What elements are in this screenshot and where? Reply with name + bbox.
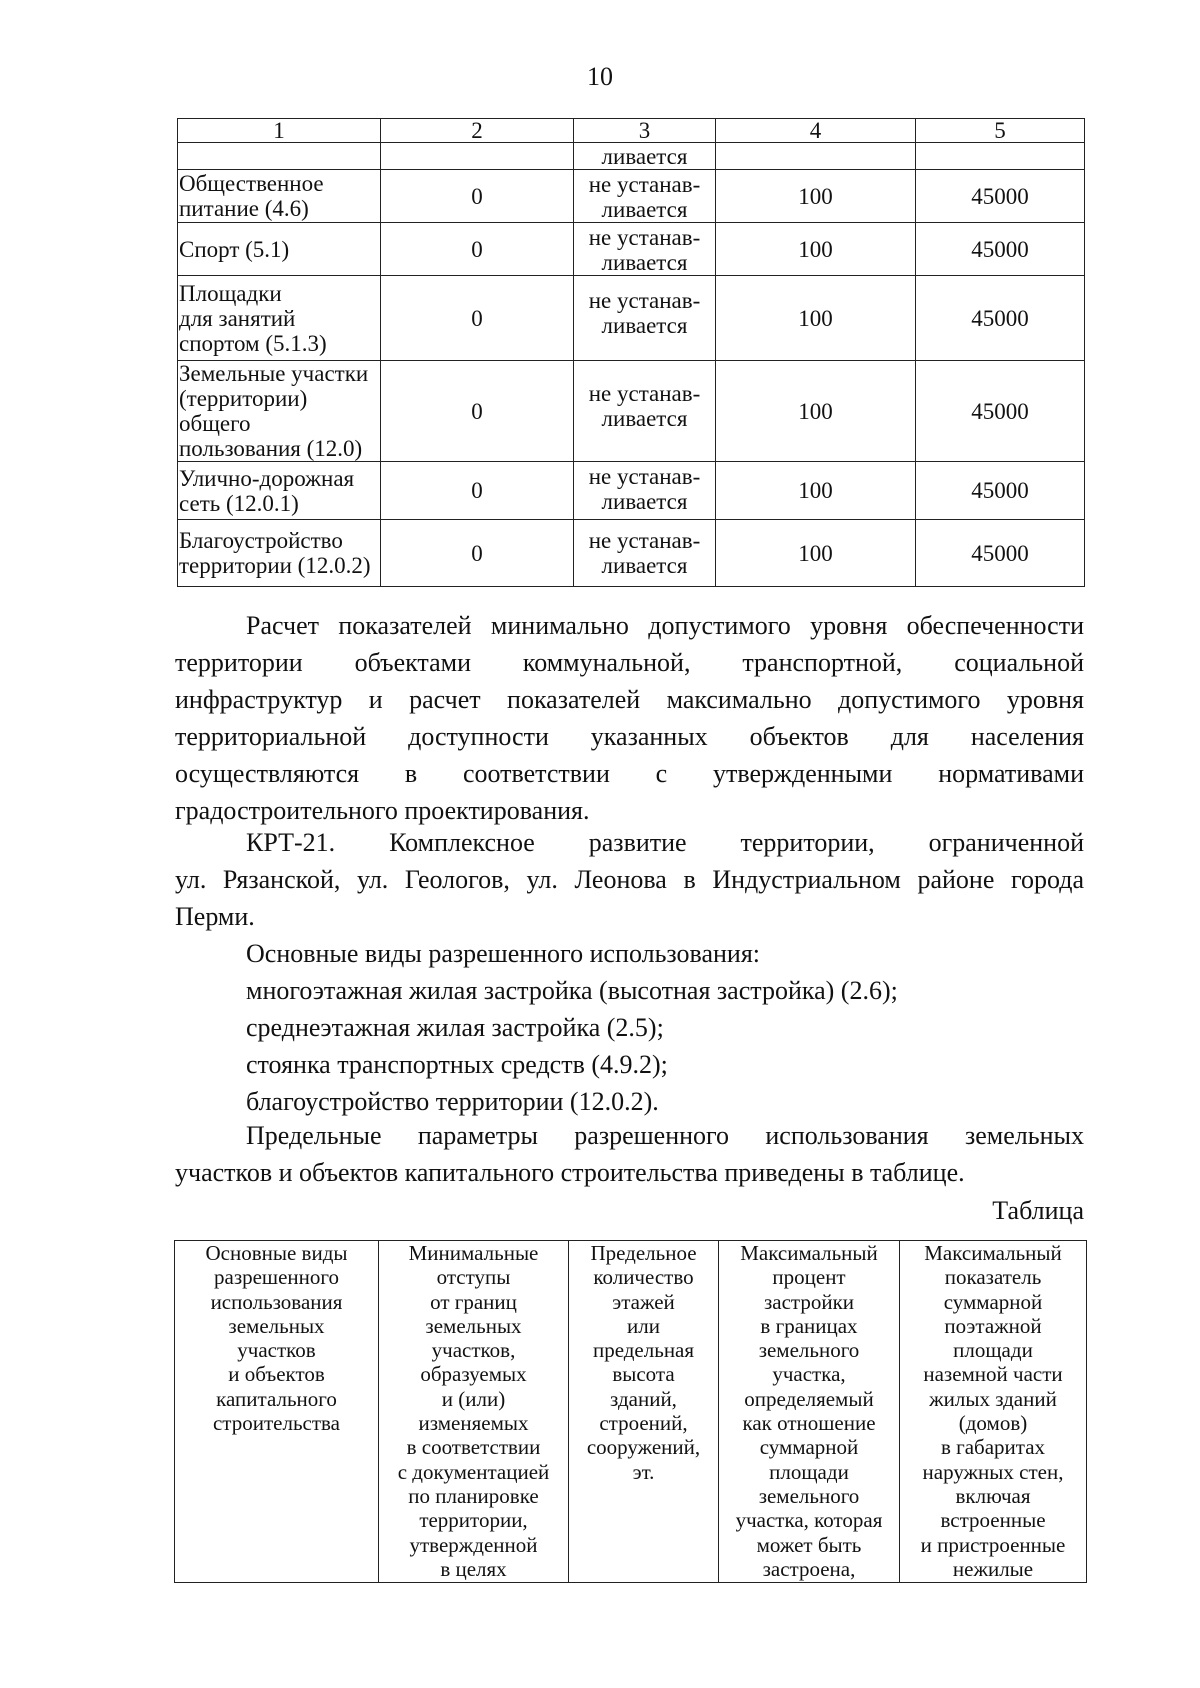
column-number: 3 xyxy=(574,119,716,143)
use-type-cell: Площадки для занятий спортом (5.1.3) xyxy=(178,276,381,361)
setback-cell: 0 xyxy=(381,361,574,462)
table-caption: Таблица xyxy=(992,1196,1084,1225)
floor-area-cell: 45000 xyxy=(916,462,1085,520)
setback-cell: 0 xyxy=(381,462,574,520)
uses-heading: Основные виды разрешенного использования: xyxy=(246,939,761,968)
table-row xyxy=(178,520,1085,587)
floors-cell: не устанав- ливается xyxy=(574,361,716,462)
use-item: среднеэтажная жилая застройка (2.5); xyxy=(246,1013,664,1042)
use-type-cell: Благоустройство территории (12.0.2) xyxy=(178,520,381,587)
use-item: многоэтажная жилая застройка (высотная застройка) (2.6); xyxy=(246,976,898,1005)
floor-area-cell: 45000 xyxy=(916,223,1085,276)
floors-cell: не устанав- ливается xyxy=(574,276,716,361)
setback-cell: 0 xyxy=(381,170,574,223)
header-cell-floors: Предельное количество этажей или предельная высота зданий, строений, сооружений, эт. xyxy=(569,1241,719,1583)
column-number: 4 xyxy=(716,119,916,143)
header-cell-coverage: Максимальный процент застройки в границах земельного участка, определяемый как отношение суммарной площади земельного участка, которая может быть застроена, xyxy=(719,1241,900,1583)
land-use-table-continued xyxy=(177,118,1085,587)
floors-cell: не устанав- ливается xyxy=(574,223,716,276)
paragraph-parameters: Предельные параметры разрешенного использования земельных участков и объектов капитального строительства приведены в таблице. xyxy=(175,1121,1084,1187)
column-number: 2 xyxy=(381,119,574,143)
use-type-cell: Спорт (5.1) xyxy=(178,223,381,276)
floor-area-cell: 45000 xyxy=(916,276,1085,361)
carry-over-row xyxy=(178,143,1085,170)
use-item: стоянка транспортных средств (4.9.2); xyxy=(246,1050,668,1079)
floors-cell: не устанав- ливается xyxy=(574,520,716,587)
setback-cell: 0 xyxy=(381,223,574,276)
column-number-row xyxy=(178,119,1085,143)
floors-cell: не устанав- ливается xyxy=(574,170,716,223)
coverage-cell: 100 xyxy=(716,276,916,361)
floor-area-cell: 45000 xyxy=(916,361,1085,462)
parameters-table xyxy=(174,1240,1087,1583)
table-row xyxy=(178,223,1085,276)
coverage-cell: 100 xyxy=(716,223,916,276)
table-row xyxy=(178,462,1085,520)
use-item: благоустройство территории (12.0.2). xyxy=(246,1087,659,1116)
header-row xyxy=(175,1241,1087,1583)
setback-cell: 0 xyxy=(381,276,574,361)
table-row xyxy=(178,276,1085,361)
use-type-cell: Земельные участки (территории) общего пользования (12.0) xyxy=(178,361,381,462)
paragraph-infrastructure: Расчет показателей минимально допустимого уровня обеспеченности территории объектами коммунальной, транспортной, социальной инфраструктур и расчет показателей максимально допустимого уровня территориальной доступности указанных объектов для населения осуществляются в соответствии с утвержденными нормативами градостроительного проектирования. xyxy=(175,611,1084,825)
table-row xyxy=(178,170,1085,223)
use-type-cell: Общественное питание (4.6) xyxy=(178,170,381,223)
setback-cell: 0 xyxy=(381,520,574,587)
paragraph-krt21: КРТ-21. Комплексное развитие территории, ограниченной ул. Рязанской, ул. Геологов, ул. Леонова в Индустриальном районе города Перми. xyxy=(175,828,1084,931)
coverage-cell: 100 xyxy=(716,462,916,520)
column-number: 1 xyxy=(178,119,381,143)
floors-cell: не устанав- ливается xyxy=(574,462,716,520)
carry-over-text: ливается xyxy=(574,143,716,170)
coverage-cell: 100 xyxy=(716,361,916,462)
floor-area-cell: 45000 xyxy=(916,520,1085,587)
coverage-cell: 100 xyxy=(716,520,916,587)
header-cell-use-types: Основные виды разрешенного использования земельных участков и объектов капитального строительства xyxy=(175,1241,379,1583)
header-cell-setbacks: Минимальные отступы от границ земельных участков, образуемых и (или) изменяемых в соответствии с документацией по планировке территории, утвержденной в целях xyxy=(379,1241,569,1583)
page-number: 10 xyxy=(587,62,613,91)
header-cell-floor-area: Максимальный показатель суммарной поэтажной площади наземной части жилых зданий (домов) в габаритах наружных стен, включая встроенные и пристроенные нежилые xyxy=(900,1241,1087,1583)
floor-area-cell: 45000 xyxy=(916,170,1085,223)
use-type-cell: Улично-дорожная сеть (12.0.1) xyxy=(178,462,381,520)
coverage-cell: 100 xyxy=(716,170,916,223)
table-row xyxy=(178,361,1085,462)
column-number: 5 xyxy=(916,119,1085,143)
